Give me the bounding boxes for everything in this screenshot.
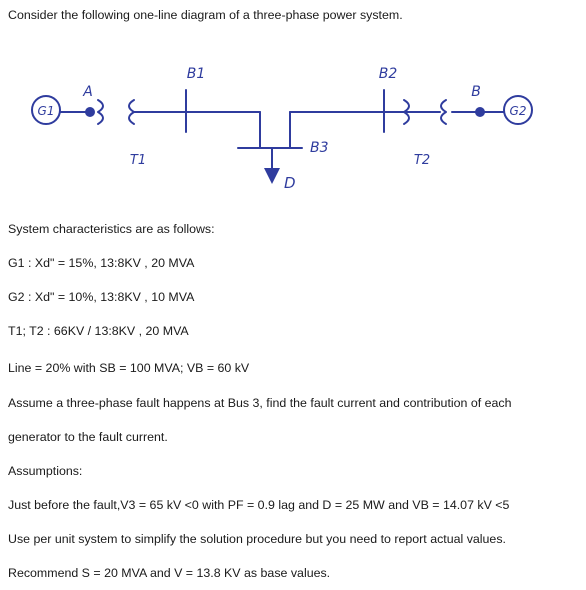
base-recommendation: Recommend S = 20 MVA and V = 13.8 KV as base values. xyxy=(8,566,331,580)
assume-text-2: generator to the fault current. xyxy=(8,430,168,444)
t2-label: T2 xyxy=(413,153,431,168)
g1-spec: G1 : Xd" = 15%, 13:8KV , 20 MVA xyxy=(8,256,195,270)
bus3-label: B3 xyxy=(310,140,329,156)
line-spec: Line = 20% with SB = 100 MVA; VB = 60 kV xyxy=(8,361,250,375)
one-line-diagram xyxy=(0,40,586,210)
prefault-conditions: Just before the fault,V3 = 65 kV <0 with PF = 0.9 lag and D = 25 MW and VB = 14.07 kV <5 xyxy=(8,498,510,512)
bus2-label: B2 xyxy=(378,66,398,82)
transformer-t1-primary xyxy=(98,100,103,124)
transformer-spec: T1; T2 : 66KV / 13:8KV , 20 MVA xyxy=(8,324,189,338)
node-b-dot xyxy=(475,107,485,117)
node-b-label: B xyxy=(471,84,481,100)
assumptions-heading: Assumptions: xyxy=(8,464,83,478)
load-label: D xyxy=(284,174,296,192)
g2-spec: G2 : Xd" = 10%, 13:8KV , 10 MVA xyxy=(8,290,195,304)
assume-text-1: Assume a three-phase fault happens at Bus 3, find the fault current and contribution of each xyxy=(8,396,512,410)
gen2-label: G2 xyxy=(509,104,527,118)
node-a-label: A xyxy=(83,84,93,100)
bus1-label: B1 xyxy=(186,66,206,82)
load-arrow xyxy=(264,168,280,184)
system-characteristics: System characteristics are as follows: xyxy=(8,222,215,236)
intro-text: Consider the following one-line diagram of a three-phase power system. xyxy=(8,8,403,22)
t1-label: T1 xyxy=(129,153,147,168)
per-unit-instruction: Use per unit system to simplify the solution procedure but you need to report actual values. xyxy=(8,532,506,546)
node-a-dot xyxy=(85,107,95,117)
transformer-t2-secondary xyxy=(441,100,446,124)
gen1-label: G1 xyxy=(37,104,55,118)
